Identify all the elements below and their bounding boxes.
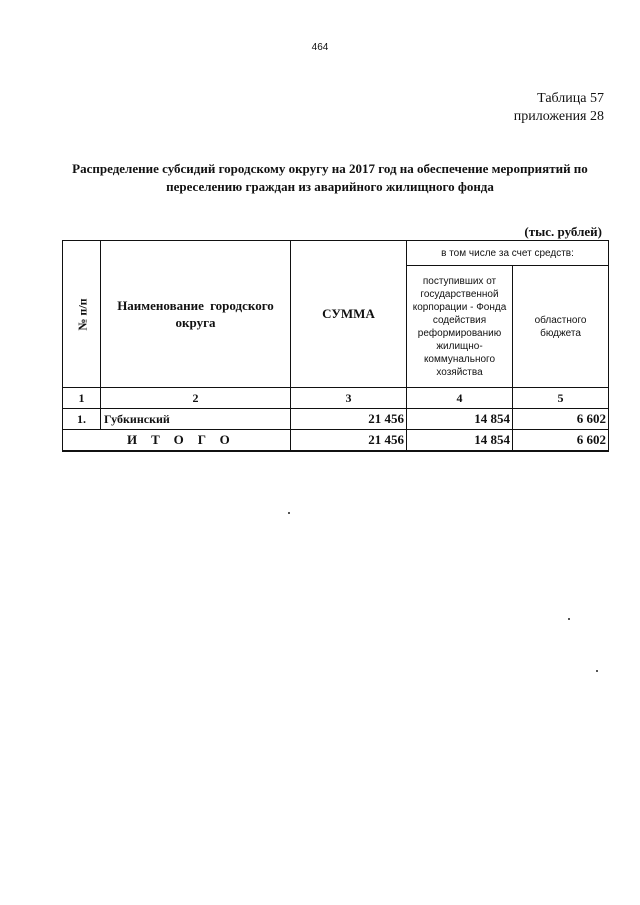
index-cell: 3	[291, 388, 407, 409]
index-cell: 4	[407, 388, 513, 409]
document-title	[60, 160, 600, 196]
table-row	[63, 409, 609, 430]
total-label: ИТОГО	[63, 430, 291, 452]
header-district-name: Наименование городского округа	[101, 241, 291, 388]
table-reference-line-2: приложения 28	[513, 109, 604, 124]
document-title-line-1: Распределение субсидий городскому округу на 2017 год на обеспечение мероприятий по	[72, 161, 588, 176]
scan-speck	[596, 670, 598, 672]
total-row	[63, 430, 609, 452]
scan-speck	[288, 512, 290, 514]
units-label: (тыс. рублей)	[524, 224, 602, 239]
subsidy-table	[62, 240, 609, 452]
header-regional-budget: областного бюджета	[513, 266, 609, 388]
row-sum: 21 456	[291, 409, 407, 430]
scan-speck	[568, 618, 570, 620]
total-sum: 21 456	[291, 430, 407, 452]
header-number-text: № п/п	[75, 297, 90, 331]
header-row-1	[63, 241, 609, 266]
row-number: 1.	[63, 409, 101, 430]
table-reference	[514, 90, 604, 126]
row-district-name: Губкинский	[101, 409, 291, 430]
table-reference-line-1: Таблица 57	[537, 91, 604, 106]
index-row	[63, 388, 609, 409]
total-fund: 14 854	[407, 430, 513, 452]
index-cell: 5	[513, 388, 609, 409]
index-cell: 2	[101, 388, 291, 409]
index-cell: 1	[63, 388, 101, 409]
document-title-line-2: переселению граждан из аварийного жилищного фонда	[166, 179, 494, 194]
header-number	[63, 241, 101, 388]
row-fund: 14 854	[407, 409, 513, 430]
total-regional-budget: 6 602	[513, 430, 609, 452]
header-including: в том числе за счет средств:	[407, 241, 609, 266]
header-fund: поступивших от государственной корпорации - Фонда содействия реформированию жилищно-коммунального хозяйства	[407, 266, 513, 388]
row-regional-budget: 6 602	[513, 409, 609, 430]
page-number: 464	[311, 42, 329, 53]
header-sum: СУММА	[291, 241, 407, 388]
